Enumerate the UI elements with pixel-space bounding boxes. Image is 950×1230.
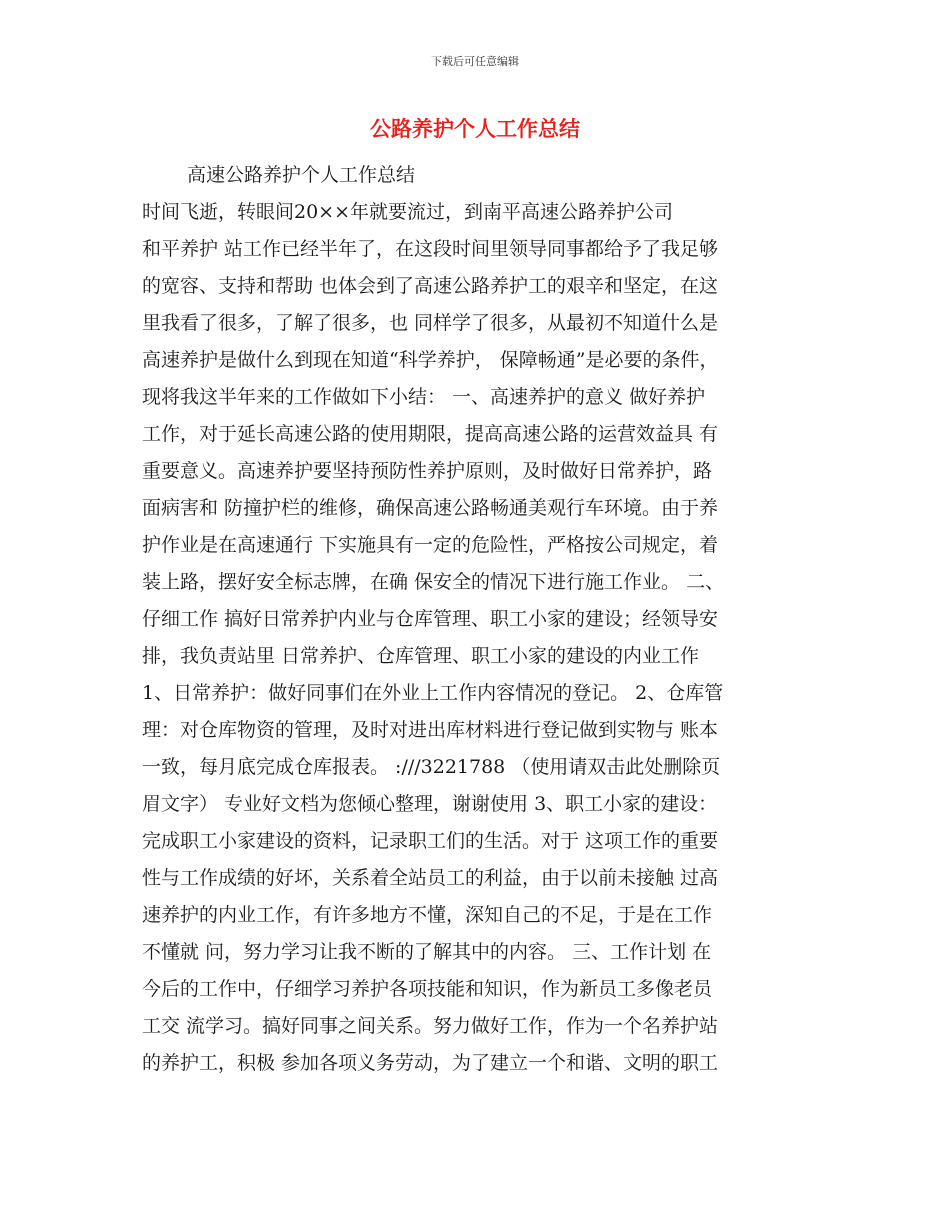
body-line: 仔细工作 搞好日常养护内业与仓库管理、职工小家的建设；经领导安 — [142, 608, 719, 630]
body-line: 理：对仓库物资的管理，及时对进出库材料进行登记做到实物与 账本 — [142, 719, 719, 741]
body-line: 性与工作成绩的好坏，关系着全站员工的利益，由于以前未接触 过高 — [142, 867, 719, 889]
body-line: 的宽容、支持和帮助 也体会到了高速公路养护工的艰辛和坚定，在这 — [142, 275, 719, 297]
body-line: 装上路，摆好安全标志牌，在确 保安全的情况下进行施工作业。 二、 — [142, 571, 725, 593]
body-line: 工作，对于延长高速公路的使用期限，提高高速公路的运营效益具 有 — [142, 423, 719, 445]
body-line: 重要意义。高速养护要坚持预防性养护原则，及时做好日常养护，路 — [142, 460, 713, 482]
body-line: 工交 流学习。搞好同事之间关系。努力做好工作，作为一个名养护站 — [142, 1015, 719, 1037]
body-line: 护作业是在高速通行 下实施具有一定的危险性，严格按公司规定，着 — [142, 534, 719, 556]
body-line: 面病害和 防撞护栏的维修，确保高速公路畅通美观行车环境。由于养 — [142, 497, 719, 519]
body-line: 眉文字） 专业好文档为您倾心整理，谢谢使用 3、职工小家的建设： — [142, 793, 718, 815]
body-line: 一致，每月底完成仓库报表。 :///3221788 （使用请双击此处删除页 — [142, 756, 721, 778]
body-line: 时间飞逝，转眼间20××年就要流过，到南平高速公路养护公司 — [142, 201, 674, 223]
body-line: 完成职工小家建设的资料，记录职工们的生活。对于 这项工作的重要 — [142, 830, 719, 852]
body-line: 今后的工作中，仔细学习养护各项技能和知识，作为新员工多像老员 — [142, 978, 713, 1000]
document-subtitle: 高速公路养护个人工作总结 — [187, 164, 416, 186]
body-line: 里我看了很多，了解了很多，也 同样学了很多，从最初不知道什么是 — [142, 312, 719, 334]
body-line: 速养护的内业工作，有许多地方不懂，深知自己的不足，于是在工作 — [142, 904, 713, 926]
body-line: 和平养护 站工作已经半年了，在这段时间里领导同事都给予了我足够 — [142, 238, 719, 260]
document-title: 公路养护个人工作总结 — [370, 117, 580, 141]
body-line: 的养护工，积极 参加各项义务劳动，为了建立一个和谐、文明的职工 — [142, 1052, 719, 1074]
header-note: 下载后可任意编辑 — [431, 55, 519, 68]
body-line: 1、日常养护：做好同事们在外业上工作内容情况的登记。 2、仓库管 — [142, 682, 724, 704]
body-line: 高速养护是做什么到现在知道“科学养护， 保障畅通”是必要的条件， — [142, 349, 719, 371]
body-line: 排，我负责站里 日常养护、仓库管理、职工小家的建设的内业工作 — [142, 645, 700, 667]
body-line: 现将我这半年来的工作做如下小结： 一、高速养护的意义 做好养护 — [142, 386, 706, 408]
body-line: 不懂就 问，努力学习让我不断的了解其中的内容。 三、工作计划 在 — [142, 941, 712, 963]
